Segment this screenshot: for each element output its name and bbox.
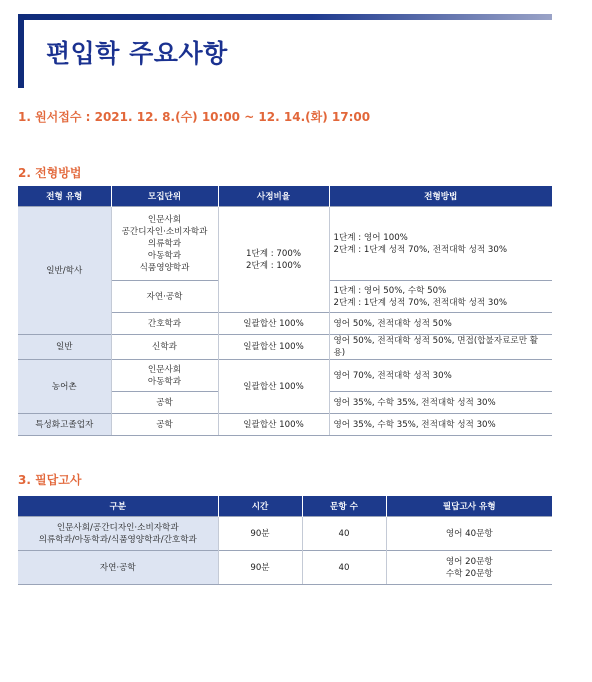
type-cell: 일반/학사 xyxy=(18,207,111,335)
count-cell: 40 xyxy=(302,517,386,551)
type-cell: 특성화고졸업자 xyxy=(18,414,111,436)
category-cell: 인문사회/공간디자인·소비자학과 의류학과/아동학과/식품영양학과/간호학과 xyxy=(18,517,218,551)
header-cell: 필답고사 유형 xyxy=(386,496,552,517)
exam-type-cell: 영어 40문항 xyxy=(386,517,552,551)
header-cell: 사정비율 xyxy=(218,186,329,207)
header-cell: 문항 수 xyxy=(302,496,386,517)
table-header-row xyxy=(18,186,552,207)
unit-cell: 신학과 xyxy=(111,335,218,360)
unit-cell: 간호학과 xyxy=(111,313,218,335)
type-cell: 농어촌 xyxy=(18,360,111,414)
unit-cell: 인문사회 공간디자인·소비자학과 의류학과 아동학과 식품영양학과 xyxy=(111,207,218,281)
header-cell: 시간 xyxy=(218,496,302,517)
table-row xyxy=(18,207,552,281)
ratio-cell: 1단계 : 700% 2단계 : 100% xyxy=(218,207,329,313)
count-cell: 40 xyxy=(302,551,386,585)
method-cell: 영어 50%, 전적대학 성적 50%, 면접(합불자료로만 활용) xyxy=(329,335,552,360)
type-cell: 일반 xyxy=(18,335,111,360)
ratio-cell: 일괄합산 100% xyxy=(218,360,329,414)
written-exam-table xyxy=(18,496,552,585)
page-title: 편입학 주요사항 xyxy=(46,39,228,68)
section-written-exam: 3. 필답고사 xyxy=(18,473,82,487)
header-left-bar xyxy=(18,14,24,88)
table-row xyxy=(18,360,552,392)
method-cell: 영어 70%, 전적대학 성적 30% xyxy=(329,360,552,392)
unit-cell: 인문사회 아동학과 xyxy=(111,360,218,392)
exam-type-cell: 영어 20문항 수학 20문항 xyxy=(386,551,552,585)
time-cell: 90분 xyxy=(218,551,302,585)
method-cell: 영어 50%, 전적대학 성적 50% xyxy=(329,313,552,335)
selection-method-table xyxy=(18,186,552,436)
ratio-cell: 일괄합산 100% xyxy=(218,414,329,436)
header-cell: 구분 xyxy=(18,496,218,517)
section-selection-method: 2. 전형방법 xyxy=(18,166,82,180)
method-cell: 영어 35%, 수학 35%, 전적대학 성적 30% xyxy=(329,414,552,436)
table-row xyxy=(18,335,552,360)
unit-cell: 공학 xyxy=(111,414,218,436)
header-top-bar xyxy=(18,14,552,20)
table-header-row xyxy=(18,496,552,517)
category-cell: 자연·공학 xyxy=(18,551,218,585)
time-cell: 90분 xyxy=(218,517,302,551)
table-row xyxy=(18,414,552,436)
section-application-period: 1. 원서접수 : 2021. 12. 8.(수) 10:00 ~ 12. 14.(화) 17:00 xyxy=(18,110,371,124)
method-cell: 영어 35%, 수학 35%, 전적대학 성적 30% xyxy=(329,392,552,414)
header-cell: 전형방법 xyxy=(329,186,552,207)
table-row xyxy=(18,517,552,551)
method-cell: 1단계 : 영어 100% 2단계 : 1단계 성적 70%, 전적대학 성적 30% xyxy=(329,207,552,281)
unit-cell: 자연·공학 xyxy=(111,281,218,313)
table-row xyxy=(18,551,552,585)
ratio-cell: 일괄합산 100% xyxy=(218,313,329,335)
ratio-cell: 일괄합산 100% xyxy=(218,335,329,360)
method-cell: 1단계 : 영어 50%, 수학 50% 2단계 : 1단계 성적 70%, 전적대학 성적 30% xyxy=(329,281,552,313)
header-cell: 모집단위 xyxy=(111,186,218,207)
unit-cell: 공학 xyxy=(111,392,218,414)
header-cell: 전형 유형 xyxy=(18,186,111,207)
